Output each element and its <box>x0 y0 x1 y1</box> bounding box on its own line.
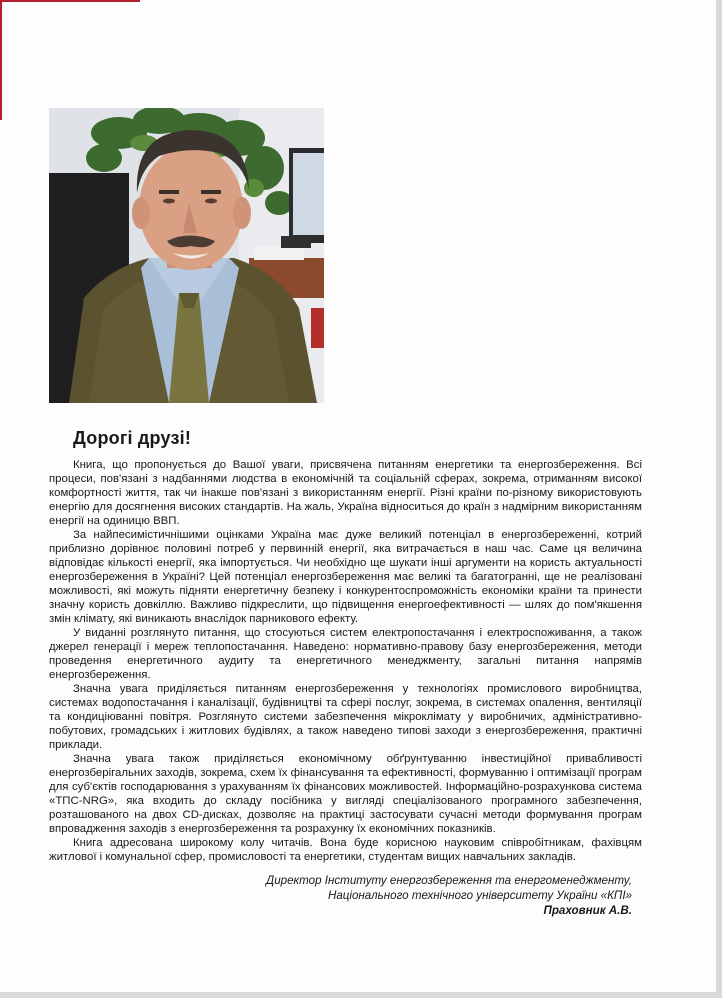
paragraph: За найпесимістичнішими оцінками Україна має дуже великий потенціал в енергозбереженні, котрий приблизно дорівнює половині потреб у первинній енергії, яка витрачається в наш час. Саме ця величина відповідає кількості енергії, яка імпортується. Чи необхідно ще шукати інші аргументи на користь актуальності енергозбереження в Україні? Цей потенціал енергозбереження має великі та багатогранні, ще не реалізовані можливості, які можуть підняти енергетичну безпеку і конкурентоспроможність економіки країни та принести значну користь довкіллю. Важливо підкреслити, що підвищення енергоефективності — шлях до пом'якшення змін клімату, які виникають внаслідок парникового ефекту. <box>49 529 642 625</box>
author-photo <box>49 108 324 403</box>
signature-position: Директор Інституту енергозбереження та енергоменеджменту, <box>266 874 632 887</box>
paragraph: Книга адресована широкому колу читачів. Вона буде корисною науковим співробітникам, фахівцям житлової і комунальної сфер, промисловості та енергетики, студентам вищих навчальних закладів. <box>49 837 642 863</box>
paragraph: Значна увага приділяється питанням енергозбереження у технологіях промислового виробництва, системах водопостачання і каналізації, будівництві та сфері послуг, зокрема, в системах опалення, вентиляції та кондиціюванні повітря. Розглянуто системи забезпечення мікроклімату у виробничих, адміністративно-побутових, громадських і житлових будівлях, а також наведено типові заходи з енергозбереження, практичні приклади. <box>49 683 642 751</box>
paragraph: Книга, що пропонується до Вашої уваги, присвячена питанням енергетики та енергозбереження. Всі процеси, пов'язані з надбаннями людства в економічній та соціальній сферах, зокрема, отриманням високої комфортності життя, так чи інакше пов'язані з використанням енергії. Різні країни по-різному використовують енергію для досягнення високих стандартів. На жаль, Україна відноситься до країн з надмірним використанням енергії на одиницю ВВП. <box>49 459 642 527</box>
signature-block <box>266 873 632 918</box>
paragraph: Значна увага також приділяється економічному обґрунтуванню інвестиційної привабливості енергозберігальних заходів, зокрема, схем їх фінансування та ефективності, формуванню і оптимізації програм для суб'єктів господарювання з урахуванням їх фінансових можливостей. Інформаційно-розрахункова система «ТПС-NRG», яка входить до складу посібника у вигляді спеціалізованого програмного забезпечення, розташованого на двох CD-дисках, дозволяє на практиці застосувати сучасні методи формування програм впровадження заходів з енергозбереження та розрахунку їх економічних показників. <box>49 753 642 835</box>
signature-name: Праховник А.В. <box>543 904 632 917</box>
page-title: Дорогі друзі! <box>73 428 192 448</box>
paragraph: У виданні розглянуто питання, що стосуються систем електропостачання і електроспоживання, а також джерел генерації і мереж теплопостачання. Наведено: нормативно-правову базу енергозбереження, методи проведення енергетичного аудиту та енергетичного менеджменту, загальні питання напрямів енергозбереження. <box>49 627 642 681</box>
signature-organization: Національного технічного університету України «КПІ» <box>327 889 632 902</box>
corner-mark-top <box>0 0 140 2</box>
letter-body <box>49 458 642 864</box>
corner-mark <box>0 0 2 120</box>
